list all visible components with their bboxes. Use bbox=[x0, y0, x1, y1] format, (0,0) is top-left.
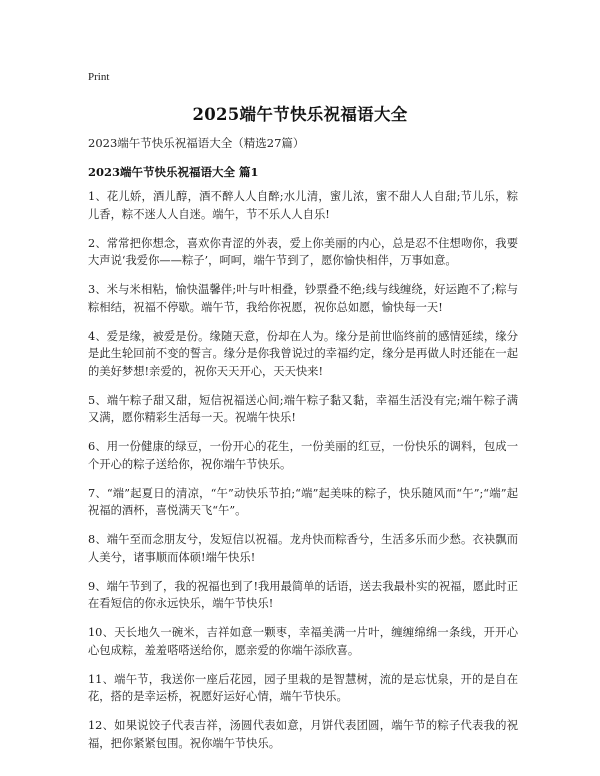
blessing-item-1: 1、花儿娇，酒儿醇，酒不醉人人自醉;水儿清，蜜儿浓，蜜不甜人人自甜;节儿乐，粽儿香，粽不迷人人自迷。端午，节不乐人人自乐! bbox=[88, 190, 518, 221]
document-title: 2025端午节快乐祝福语大全 bbox=[192, 105, 408, 124]
section-heading: 2023端午节快乐祝福语大全 篇1 bbox=[88, 165, 259, 179]
blessing-item-7: 7、“端”起夏日的清凉，“午”动快乐节拍;“端”起美味的粽子，快乐随风而“午”;“端”起祝福的酒杯，喜悦满天飞“午”。 bbox=[88, 486, 518, 517]
blessing-item-6: 6、用一份健康的绿豆，一份开心的花生，一份美丽的红豆，一份快乐的调料，包成一个开心的粽子送给你，祝你端午节快乐。 bbox=[88, 440, 518, 471]
print-link[interactable]: Print bbox=[88, 71, 110, 83]
blessing-item-11: 11、端午节，我送你一座后花园，园子里栽的是智慧树，流的是忘忧泉，开的是自在花，搭的是幸运桥，祝愿好运好心情，端午节快乐。 bbox=[88, 672, 518, 703]
blessing-list bbox=[88, 188, 518, 764]
document-subtitle: 2023端午节快乐祝福语大全（精选27篇） bbox=[88, 136, 305, 150]
blessing-item-2: 2、常常把你想念，喜欢你青涩的外表，爱上你美丽的内心，总是忍不住想吻你，我要大声说‘我爱你——粽子’，呵呵，端午节到了，愿你愉快相伴，万事如意。 bbox=[88, 236, 518, 267]
blessing-item-10: 10、天长地久一碗米，吉祥如意一颗枣，幸福美满一片叶，缠缠绵绵一条线，开开心心包成粽，羞羞嗒嗒送给你，愿亲爱的你端午添欣喜。 bbox=[88, 626, 518, 657]
blessing-item-5: 5、端午粽子甜又甜，短信祝福送心间;端午粽子黏又黏，幸福生活没有完;端午粽子满又满，愿你精彩生活每一天。祝端午快乐! bbox=[88, 393, 518, 424]
blessing-item-8: 8、端午至而念朋友兮，发短信以祝福。龙舟快而粽香兮，生活多乐而少愁。衣袂飘而人美兮，诸事顺而体硕!端午快乐! bbox=[88, 533, 518, 564]
blessing-item-9: 9、端午节到了，我的祝福也到了!我用最简单的话语，送去我最朴实的祝福，愿此时正在看短信的你永远快乐，端午节快乐! bbox=[88, 579, 518, 610]
blessing-item-3: 3、米与米相粘，愉快温馨伴;叶与叶相叠，钞票叠不绝;线与线缠绕，好运跑不了;粽与粽相结，祝福不停歇。端午节，我给你祝愿，祝你总如愿，愉快每一天! bbox=[88, 283, 518, 314]
blessing-item-4: 4、爱是缘，被爱是份。缘随天意，份却在人为。缘分是前世临终前的感情延续，缘分是此生轮回前不变的誓言。缘分是你我曾说过的幸福约定，缘分是再做人时还能在一起的美好梦想!亲爱的，祝你天天开心，天天快来! bbox=[88, 329, 518, 378]
blessing-item-12: 12、如果说饺子代表吉祥，汤圆代表如意，月饼代表团圆，端午节的粽子代表我的祝福，把你紧紧包围。祝你端午节快乐。 bbox=[88, 719, 518, 750]
